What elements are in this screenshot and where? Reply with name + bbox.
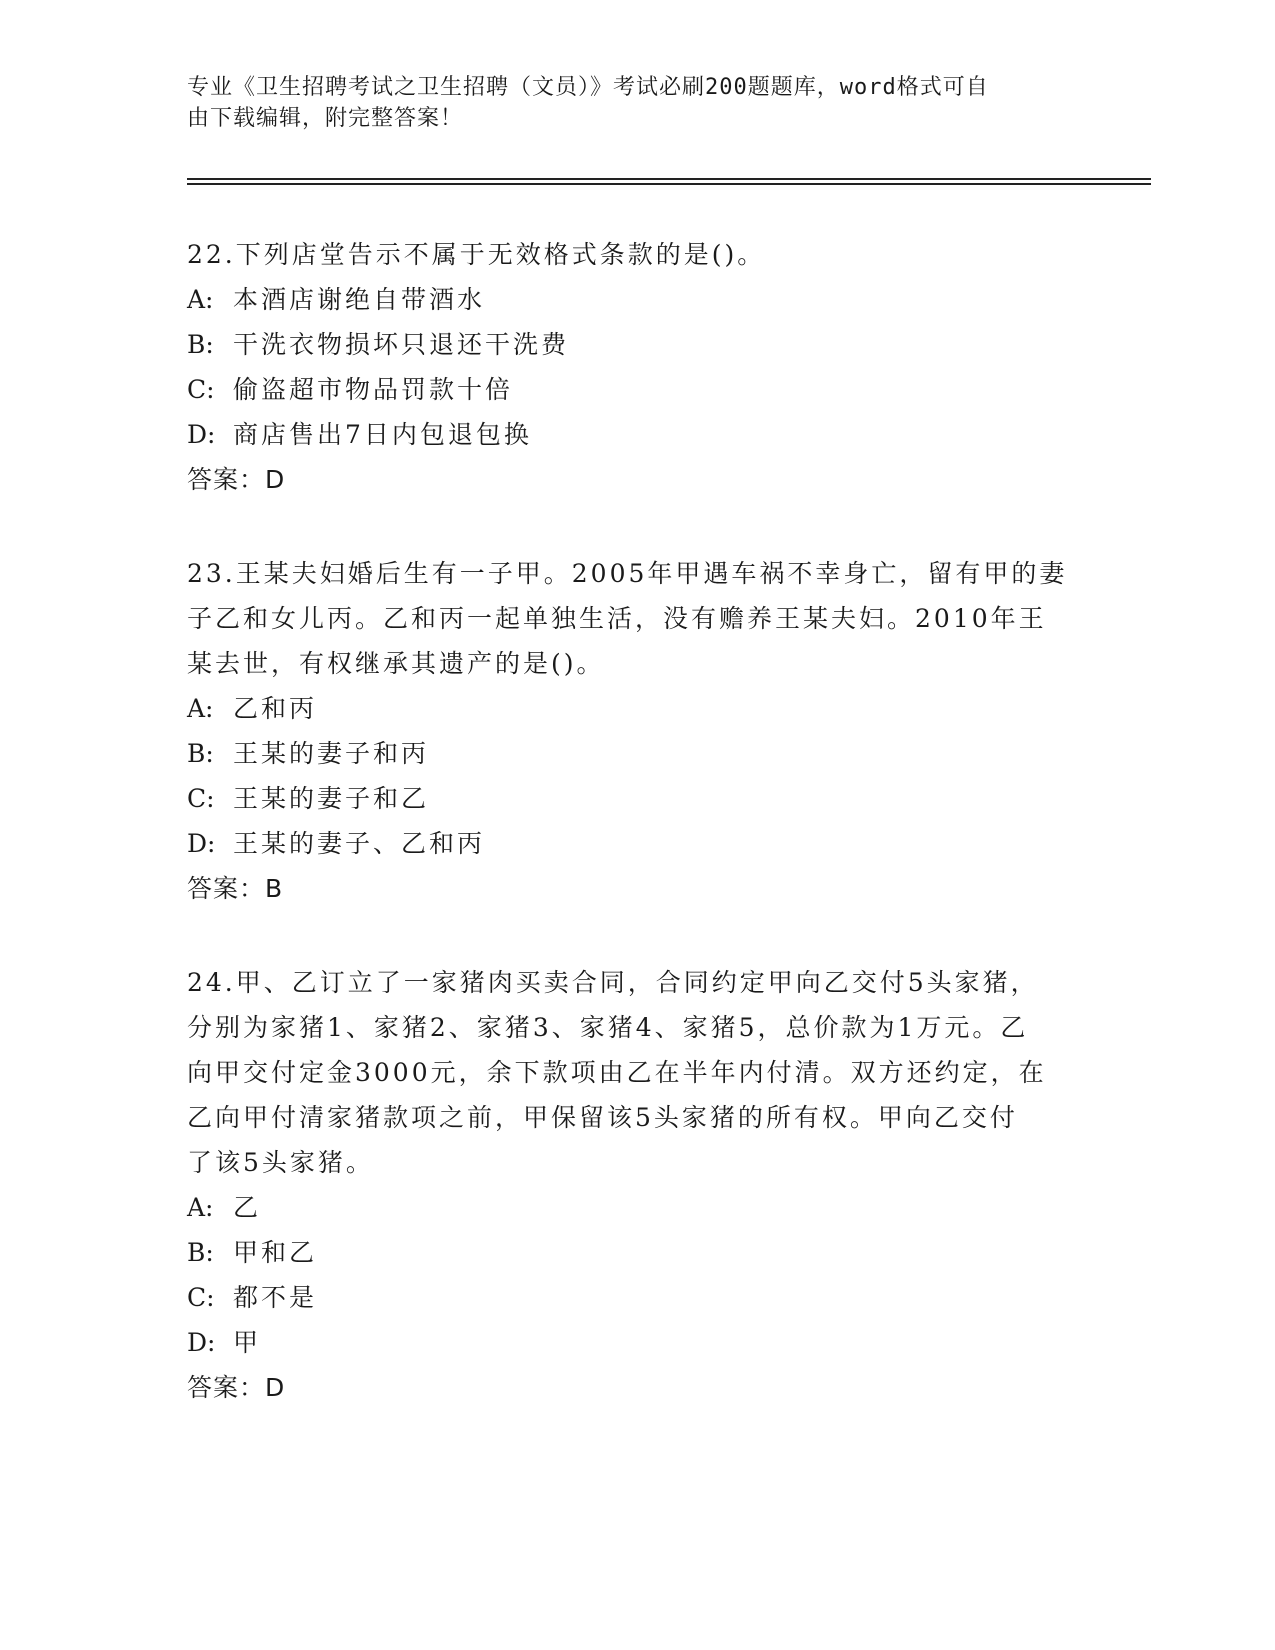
- question-stem-line: 分别为家猪1、家猪2、家猪3、家猪4、家猪5，总价款为1万元。乙: [187, 1013, 1029, 1042]
- document-header: [187, 72, 1067, 134]
- question-stem-line: 某去世，有权继承其遗产的是()。: [187, 649, 605, 678]
- option-text: 本酒店谢绝自带酒水: [233, 285, 486, 314]
- option-key: D:: [187, 1328, 216, 1357]
- header-divider-top: [187, 178, 1151, 180]
- option-a: [187, 277, 1087, 322]
- option-key: A:: [187, 694, 214, 723]
- option-c: [187, 776, 1087, 821]
- option-key: A:: [187, 285, 214, 314]
- option-d: [187, 412, 1087, 457]
- option-b: [187, 731, 1087, 776]
- question-24: [187, 960, 1087, 1410]
- option-key: C:: [187, 375, 215, 404]
- question-stem-line: 24.甲、乙订立了一家猪肉买卖合同，合同约定甲向乙交付5头家猪，: [187, 968, 1039, 997]
- option-a: [187, 686, 1087, 731]
- question-stem-line: 22.下列店堂告示不属于无效格式条款的是()。: [187, 240, 766, 269]
- answer-line: 答案：D: [187, 465, 286, 494]
- option-text: 王某的妻子、乙和丙: [233, 829, 486, 858]
- option-text: 偷盗超市物品罚款十倍: [233, 375, 514, 404]
- answer-line: 答案：B: [187, 874, 284, 903]
- option-text: 乙: [233, 1193, 262, 1222]
- header-divider-bottom: [187, 183, 1151, 185]
- option-key: B:: [187, 330, 214, 359]
- option-text: 乙和丙: [233, 694, 318, 723]
- option-text: 王某的妻子和乙: [233, 784, 430, 813]
- question-22: [187, 232, 1087, 502]
- option-b: [187, 322, 1087, 367]
- option-d: [187, 821, 1087, 866]
- question-stem-line: 乙向甲付清家猪款项之前，甲保留该5头家猪的所有权。甲向乙交付: [187, 1103, 1018, 1132]
- question-stem-line: 23.王某夫妇婚后生有一子甲。2005年甲遇车祸不幸身亡，留有甲的妻: [187, 559, 1068, 588]
- question-23: [187, 551, 1087, 911]
- option-key: A:: [187, 1193, 214, 1222]
- option-key: B:: [187, 1238, 214, 1267]
- option-text: 干洗衣物损坏只退还干洗费: [233, 330, 570, 359]
- question-stem-line: 了该5头家猪。: [187, 1148, 374, 1177]
- option-text: 商店售出7日内包退包换: [233, 420, 532, 449]
- option-b: [187, 1230, 1087, 1275]
- option-a: [187, 1185, 1087, 1230]
- header-line-2: 由下载编辑，附完整答案！: [187, 106, 464, 131]
- option-text: 甲: [233, 1328, 262, 1357]
- option-key: D:: [187, 420, 216, 449]
- option-d: [187, 1320, 1087, 1365]
- question-stem-line: 向甲交付定金3000元，余下款项由乙在半年内付清。双方还约定，在: [187, 1058, 1047, 1087]
- option-key: C:: [187, 1283, 215, 1312]
- option-text: 甲和乙: [233, 1238, 318, 1267]
- option-key: C:: [187, 784, 215, 813]
- option-c: [187, 367, 1087, 412]
- option-text: 都不是: [233, 1283, 318, 1312]
- option-c: [187, 1275, 1087, 1320]
- option-key: D:: [187, 829, 216, 858]
- question-stem-line: 子乙和女儿丙。乙和丙一起单独生活，没有赡养王某夫妇。2010年王: [187, 604, 1047, 633]
- header-line-1: 专业《卫生招聘考试之卫生招聘（文员）》考试必刷200题题库，word格式可自: [187, 75, 989, 100]
- option-key: B:: [187, 739, 214, 768]
- option-text: 王某的妻子和丙: [233, 739, 430, 768]
- answer-line: 答案：D: [187, 1373, 286, 1402]
